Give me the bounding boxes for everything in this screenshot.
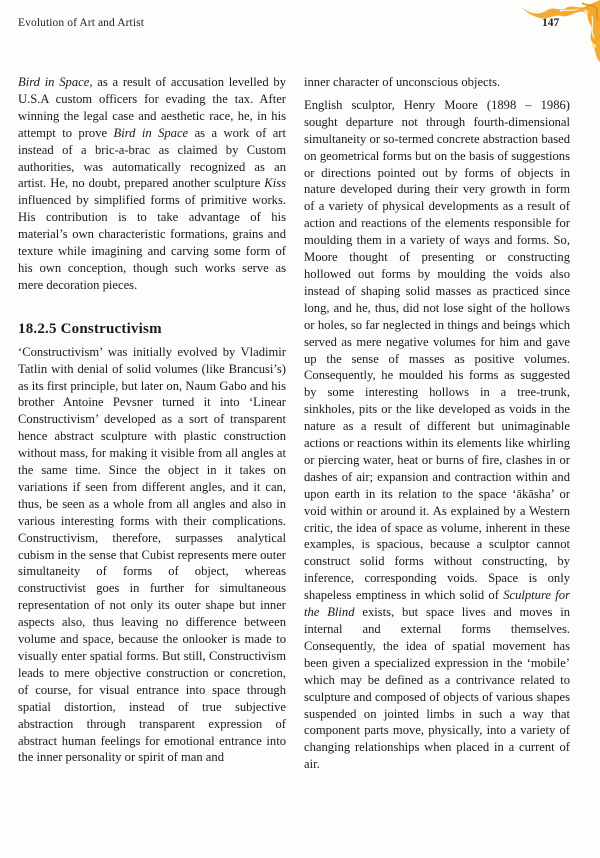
- paragraph-constructivism: ‘Constructivism’ was initially evolved by Vladimir Tatlin with denial of solid volumes (like Brancusi’s) as its first principle, but later on, Naum Gabo and his brother Antoine Pevsner turned it into ‘Linear Constructivism’ developed as a sort of transparent hence abstract sculpture with plastic construction without mass, for making it visible from all angles at the same time. Since the object in it takes on variations if seen from different angles, and it can, thus, be seen as a whole from all angles and also in various interesting forms with their complications. Constructivism, therefore, surpasses analytical cubism in the sense that Cubist represents mere outer simultaneity of forms of object, whereas constructivist goes in further for simultaneous representation of not only its outer shape but inner aspects also, thus leaving no difference between volume and space, because the onlooker is made to visually enter spatial forms. But still, Constructivism leads to mere objective construction or concretion, of course, for visual entrance into space through spatial distortion, instead of true subjective abstraction through transparent expression of abstract human feelings for emotional entrance into the inner personality or spirit of man and: [18, 344, 286, 765]
- corner-flourish-icon: [520, 0, 600, 62]
- italic-title-sculpture-for-the-blind: Sculpture for the Blind: [304, 588, 570, 620]
- italic-title-bird-in-space: Bird in Space: [18, 75, 90, 89]
- running-head-title: Evolution of Art and Artist: [18, 17, 144, 29]
- paragraph-brancusi: Bird in Space, as a result of accusation levelled by U.S.A custom officers for evading the tax. After winning the legal case and aesthetic race, he, in his attempt to prove Bird in Space as a work of art instead of a bric-a-brac as claimed by Custom authorities, was automatically recognized as an artist. He, no doubt, prepared another sculpture Kiss influenced by simplified forms of primitive works. His contribution is to take advantage of his material’s own characteristic formations, grains and texture while imagining and carving some form of his own conception, though such works serve as mere decoration pieces.: [18, 75, 287, 292]
- italic-title-kiss: Kiss: [264, 176, 286, 191]
- page-number: 147: [542, 17, 560, 29]
- paragraph-henry-moore: English sculptor, Henry Moore (1898 – 1986) sought departure not through fourth-dimensional simultaneity or so-termed concrete abstraction based on geometrical forms but on the basis of suggestions or directions pointed out by forms of objects in nature developed during their very growth in form of a variety of physical developments as a result of action and reactions of the elements responsible for moulding them in a variety of ways and forms. So, Moore thought of presenting or constructing hollowed out forms by moulding the voids also instead of shaping solid masses as practiced since long, and he, thus, did not lose sight of the hollows or holes, so far neglected in things and beings which served as mere negative volumes for him and gave up the sense of masses as positive volumes. Consequently, he moulded his forms as suggested by some interesting hollows in a tree-trunk, sinkholes, pits or the like developed as voids in the nature as a result of different but unimaginable actions or reactions within its elements like whirling or piercing water, heat or burns of fire, clashes in or dashes of air; expansion and contraction within and upon earth in its relation to the space ‘ākāsha’ or void within or around it. As explained by a Western critic, the idea of space as volume, inherent in these examples, is spacious, because a sculptor cannot construct solid forms without constructing, by inference, corresponding voids. Space is only shapeless emptiness in which solid of Sculpture for the Blind exists, but space lives and moves in internal and external forms themselves. Consequently, the idea of spatial movement has been given a specialized expression in the ‘mobile’ which may be defined as a contrivance related to sculpture and composed of objects of various shapes suspended on jointed limbs in such a way that component parts move, physically, into a variety of changing relationships when placed in a current of air.: [304, 97, 570, 772]
- section-heading: 18.2.5 Constructivism: [18, 320, 162, 337]
- paragraph-continuation: inner character of unconscious objects.: [304, 75, 501, 89]
- right-column: [304, 74, 570, 773]
- left-column: [18, 74, 286, 766]
- italic-title-bird-in-space: Bird in Space: [113, 125, 189, 140]
